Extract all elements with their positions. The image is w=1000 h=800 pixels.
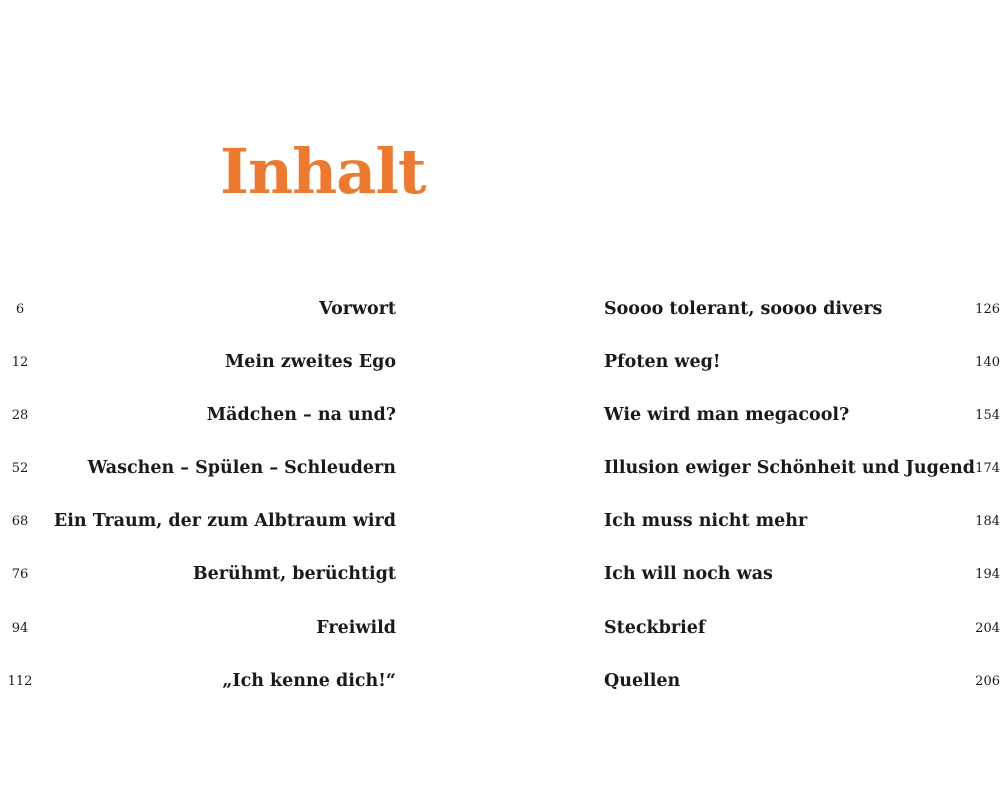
toc-page-number: 174	[975, 461, 1000, 477]
toc-entry[interactable]	[604, 291, 1000, 344]
toc-entry-title: Freiwild	[316, 617, 396, 638]
toc-entry-title: Wie wird man megacool?	[604, 405, 850, 426]
toc-entry-title: Steckbrief	[604, 617, 706, 638]
toc-entry[interactable]	[0, 663, 396, 716]
toc-entry-title: Quellen	[604, 670, 681, 691]
toc-entry[interactable]	[604, 397, 1000, 450]
toc-entry-title: Soooo tolerant, soooo divers	[604, 299, 883, 319]
toc-entry[interactable]	[0, 556, 396, 609]
toc-entry-title: Vorwort	[319, 299, 396, 319]
toc-entry-title: Waschen – Spülen – Schleudern	[87, 458, 396, 479]
toc-page-number: 184	[975, 514, 1000, 530]
toc-entry[interactable]	[604, 344, 1000, 397]
toc-left-column	[0, 291, 396, 716]
toc-page-number: 68	[11, 514, 29, 530]
toc-entry[interactable]	[604, 610, 1000, 663]
toc-page-number: 28	[11, 408, 29, 424]
toc-entry[interactable]	[604, 663, 1000, 716]
toc-entry-title: Ein Traum, der zum Albtraum wird	[53, 511, 396, 532]
toc-page-number: 206	[975, 673, 1000, 689]
toc-entry-title: Berühmt, berüchtigt	[192, 564, 396, 585]
toc-entry-title: Mein zweites Ego	[224, 352, 396, 373]
toc-entry-title: „Ich kenne dich!“	[222, 670, 396, 691]
toc-entry-title: Ich will noch was	[604, 564, 773, 585]
toc-page-number: 126	[975, 302, 1000, 317]
toc-entry[interactable]	[0, 610, 396, 663]
toc-page-number: 194	[975, 567, 1000, 583]
toc-entry[interactable]	[0, 344, 396, 397]
toc-page-number: 204	[975, 620, 1000, 636]
toc-right-column	[604, 291, 1000, 716]
toc-entry[interactable]	[0, 397, 396, 450]
toc-entry[interactable]	[0, 291, 396, 344]
toc-entry[interactable]	[0, 503, 396, 556]
toc-page-number: 154	[975, 408, 1000, 424]
toc-page-number: 76	[11, 567, 29, 583]
toc-page-number: 6	[15, 302, 25, 317]
toc-page-number: 140	[975, 355, 1000, 371]
page-title: Inhalt	[220, 134, 426, 208]
toc-page-number: 12	[11, 355, 29, 371]
toc-entry[interactable]	[0, 450, 396, 503]
toc-entry-title: Pfoten weg!	[604, 352, 721, 373]
toc-entry[interactable]	[604, 503, 1000, 556]
toc-entry-title: Ich muss nicht mehr	[604, 511, 808, 532]
toc-entry[interactable]	[604, 450, 1000, 503]
toc-page-number: 94	[11, 620, 29, 636]
toc-page-number: 52	[11, 461, 29, 477]
toc-entry-title: Mädchen – na und?	[206, 405, 396, 426]
toc-page-number: 112	[7, 673, 33, 689]
toc-entry[interactable]	[604, 556, 1000, 609]
toc-entry-title: Illusion ewiger Schönheit und Jugend	[604, 458, 975, 479]
